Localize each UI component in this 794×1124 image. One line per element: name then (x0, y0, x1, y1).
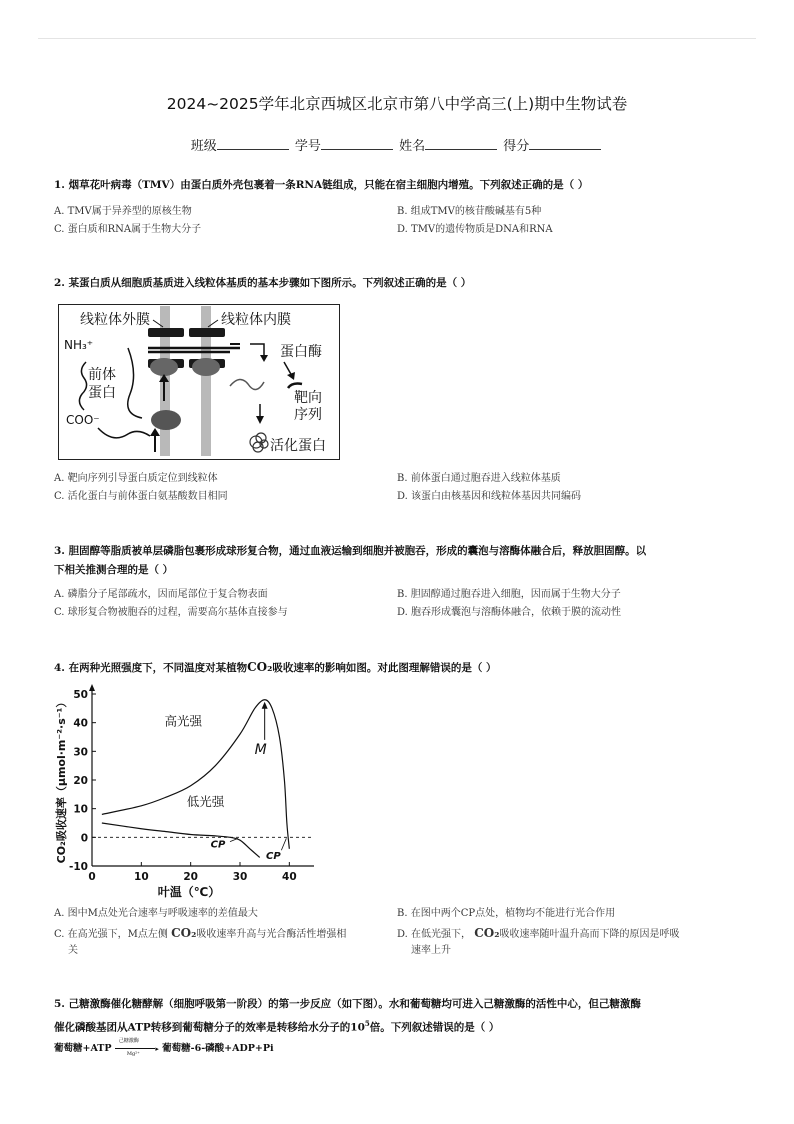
q4-option-d-part1: D. 在低光强下， (397, 929, 472, 940)
q5-stem-post: 倍。下列叙述错误的是（ ） (369, 1021, 500, 1034)
cp2-pointer (281, 838, 286, 850)
question-4-stem (54, 658, 744, 678)
q3-option-d[interactable]: D. 胞吞形成囊泡与溶酶体融合，依赖于膜的流动性 (397, 607, 622, 618)
outer-membrane-label: 线粒体外膜 (80, 312, 150, 328)
q1-option-a[interactable]: A. TMV属于异养型的原核生物 (54, 206, 192, 217)
student-id-field-label: 学号 (294, 139, 321, 154)
cp1-pointer (230, 838, 238, 841)
q2-option-d[interactable]: D. 该蛋白由核基因和线粒体基因共同编码 (397, 491, 582, 502)
reaction-equation (54, 1037, 274, 1057)
q4-option-d[interactable] (397, 925, 737, 959)
q4-option-c-part1: C. 在高光强下，M点左侧 (54, 929, 168, 940)
translocase-oval-outer (150, 358, 178, 376)
reaction-arrow: 己糖激酶 ▸ Mg²⁺ (115, 1043, 159, 1055)
name-field-label: 姓名 (399, 139, 426, 154)
page-title: 2024~2025学年北京西城区北京市第八中学高三(上)期中生物试卷 (166, 95, 628, 113)
q4-option-a[interactable]: A. 图中M点处光合速率与呼吸速率的差值最大 (54, 908, 258, 919)
name-field-blank[interactable] (425, 137, 497, 150)
inner-membrane-label: 线粒体内膜 (221, 312, 291, 328)
target-seq-label-2: 序列 (294, 407, 322, 423)
q4-stem-post: 吸收速率的影响如图。对此图理解错误的是（ ） (272, 662, 497, 674)
y-tick-label: 50 (73, 689, 88, 701)
y-axis-label: CO₂吸收速率（μmol·m⁻²·s⁻¹） (55, 696, 68, 864)
m-arrowhead (262, 702, 268, 709)
question-5-stem-line1: 5. 己糖激酶催化糖酵解（细胞呼吸第一阶段）的第一步反应（如下图）。水和葡萄糖均可进入己糖激酶的活性中心，但己糖激酶 (54, 998, 641, 1010)
y-tick-label: 30 (73, 746, 88, 759)
x-tick-label: 30 (232, 871, 248, 883)
question-1-stem: 1. 烟草花叶病毒（TMV）由蛋白质外壳包裹着一条RNA链组成，只能在宿主细胞内增殖。下列叙述正确的是（ ） (54, 179, 589, 191)
q4-option-c[interactable] (54, 925, 384, 959)
q3-option-b[interactable]: B. 胆固醇通过胞吞进入细胞，因而属于生物大分子 (397, 589, 621, 600)
x-tick-label: 40 (282, 871, 297, 883)
q4-option-c-co2: CO₂ (171, 926, 197, 940)
score-field-label: 得分 (503, 139, 530, 154)
reaction-cofactor: Mg²⁺ (126, 1050, 140, 1057)
score-field-blank[interactable] (529, 137, 601, 150)
q2-option-a[interactable]: A. 靶向序列引导蛋白质定位到线粒体 (54, 473, 218, 484)
x-tick-label: 0 (88, 871, 96, 883)
y-tick-label: 40 (73, 717, 88, 730)
q3-option-a[interactable]: A. 磷脂分子尾部疏水，因而尾部位于复合物表面 (54, 589, 268, 600)
m-point-label: M (254, 742, 267, 759)
q4-option-b[interactable]: B. 在图中两个CP点处，植物均不能进行光合作用 (397, 908, 616, 919)
reaction-right: 葡萄糖-6-磷酸+ADP+Pi (162, 1043, 274, 1054)
active-protein-label: 活化蛋白 (270, 438, 326, 454)
reaction-left: 葡萄糖+ATP (54, 1043, 112, 1054)
series-line-low-light (102, 823, 260, 857)
q4-option-d-part3: 速率上升 (411, 945, 451, 956)
question-2-stem: 2. 某蛋白质从细胞质基质进入线粒体基质的基本步骤如下图所示。下列叙述正确的是（ ） (54, 277, 472, 289)
y-tick-label: 0 (80, 832, 88, 845)
coo-label: COO⁻ (66, 413, 100, 427)
low-light-label: 低光强 (186, 793, 225, 809)
y-axis-arrow (89, 684, 95, 691)
precursor-label-2: 蛋白 (88, 385, 116, 401)
x-tick-label: 10 (134, 871, 149, 883)
question-3-stem-line1: 3. 胆固醇等脂质被单层磷脂包裹形成球形复合物，通过血液运输到细胞并被胞吞，形成的囊泡与溶酶体融合后，释放胆固醇。以 (54, 545, 647, 557)
q4-option-d-co2: CO₂ (474, 926, 500, 940)
q2-option-c[interactable]: C. 活化蛋白与前体蛋白氨基酸数目相同 (54, 491, 228, 502)
question-3-stem-line2: 下相关推测合理的是（ ） (54, 564, 174, 576)
q4-option-d-part2: 吸收速率随叶温升高而下降的原因是呼吸 (499, 929, 680, 940)
cp-label-low-light: CP (210, 839, 226, 851)
reaction-enzyme: 己糖激酶 (118, 1037, 139, 1044)
co2-absorption-chart (52, 684, 324, 900)
q4-option-c-part3: 关 (68, 945, 78, 956)
high-light-label: 高光强 (164, 713, 203, 729)
target-seq-label-1: 靶向 (294, 390, 322, 406)
class-field-blank[interactable] (217, 137, 289, 150)
student-id-field-blank[interactable] (321, 137, 393, 150)
q3-option-c[interactable]: C. 球形复合物被胞吞的过程，需要高尔基体直接参与 (54, 607, 288, 618)
nh3-label: NH₃⁺ (64, 338, 94, 352)
y-tick-label: -10 (69, 861, 88, 873)
q1-option-b[interactable]: B. 组成TMV的核苷酸碱基有5种 (397, 206, 542, 217)
x-tick-label: 20 (183, 871, 198, 883)
question-5-stem-line2 (54, 1014, 744, 1038)
q1-option-d[interactable]: D. TMV的遗传物质是DNA和RNA (397, 224, 553, 235)
q4-option-c-part2: 吸收速率升高与光合酶活性增强相 (196, 929, 347, 940)
cp-label-high-light: CP (266, 850, 281, 862)
y-tick-label: 10 (73, 803, 88, 816)
mitochondrial-import-diagram (58, 304, 340, 460)
class-field-label: 班级 (190, 139, 217, 154)
q5-stem-sup: 5 (364, 1019, 370, 1028)
protease-label: 蛋白酶 (280, 344, 322, 360)
student-info-line (0, 135, 794, 154)
q5-stem-pre: 催化磷酸基团从ATP转移到葡萄糖分子的效率是转移给水分子的10 (54, 1021, 365, 1034)
top-rule (38, 38, 756, 39)
precursor-label-1: 前体 (88, 367, 116, 383)
receptor-oval (151, 410, 181, 430)
q2-option-b[interactable]: B. 前体蛋白通过胞吞进入线粒体基质 (397, 473, 561, 484)
y-tick-label: 20 (73, 775, 88, 787)
q1-option-c[interactable]: C. 蛋白质和RNA属于生物大分子 (54, 224, 202, 235)
x-axis-label: 叶温（℃） (157, 885, 221, 899)
translocase-oval-inner (192, 358, 220, 376)
q4-stem-pre: 4. 在两种光照强度下，不同温度对某植物 (54, 662, 248, 674)
q4-stem-co2: CO₂ (247, 660, 273, 674)
